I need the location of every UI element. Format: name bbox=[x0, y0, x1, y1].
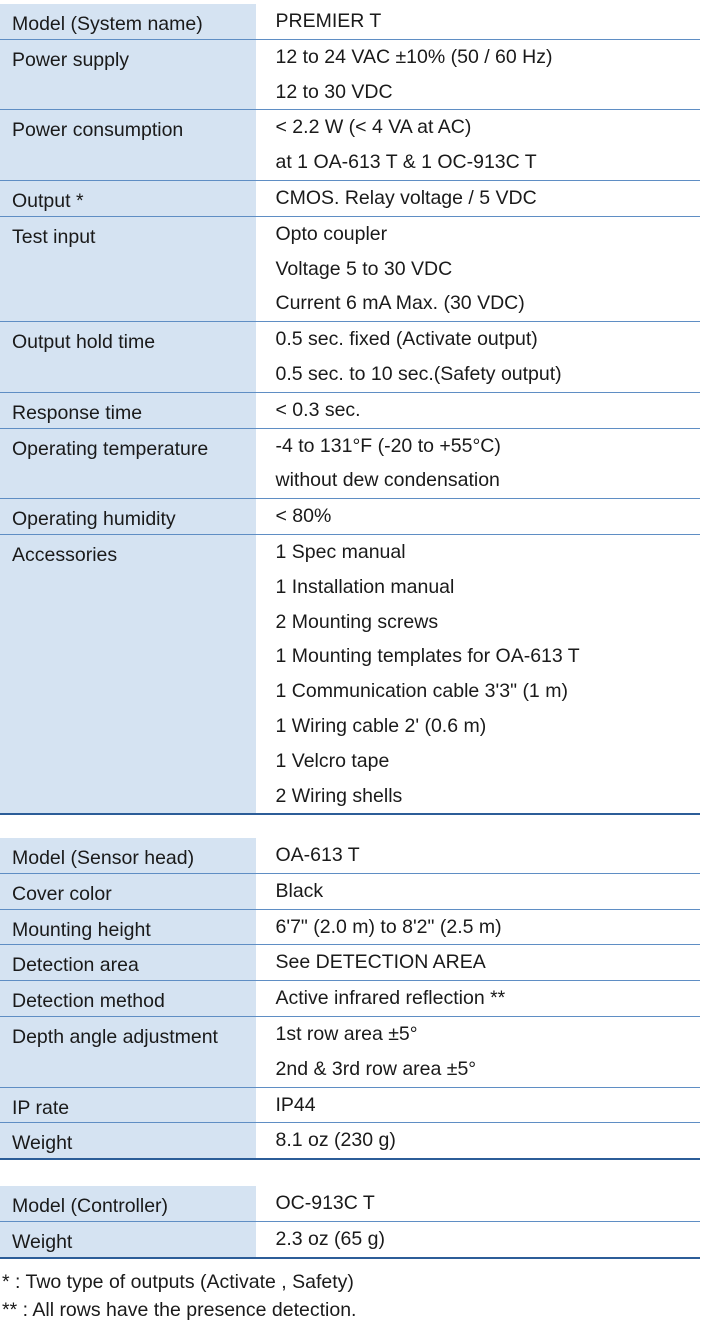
spec-label: Output hold time bbox=[0, 322, 256, 393]
spec-value-line: at 1 OA-613 T & 1 OC-913C T bbox=[275, 151, 537, 174]
table-row bbox=[0, 534, 700, 814]
spec-label: Output * bbox=[0, 180, 256, 216]
table-row bbox=[0, 1087, 700, 1123]
spec-value-line: 8.1 oz (230 g) bbox=[275, 1129, 396, 1152]
spec-value-line: 12 to 24 VAC ±10% (50 / 60 Hz) bbox=[275, 45, 553, 68]
table-row bbox=[0, 1016, 700, 1087]
spec-value bbox=[256, 981, 700, 1017]
controller-spec-table bbox=[0, 1186, 700, 1259]
spec-value-line: OA-613 T bbox=[275, 844, 360, 866]
spec-value-line: 1 Communication cable 3'3" (1 m) bbox=[275, 680, 568, 703]
spec-value-line: Current 6 mA Max. (30 VDC) bbox=[275, 292, 525, 315]
spec-value-line: PREMIER T bbox=[275, 10, 382, 32]
spec-label: Power supply bbox=[0, 39, 256, 110]
spec-value-line: 1 Velcro tape bbox=[275, 749, 390, 772]
spec-label: Weight bbox=[0, 1123, 256, 1159]
spec-value bbox=[256, 1016, 700, 1087]
table-row bbox=[0, 180, 700, 216]
table-row bbox=[0, 39, 700, 110]
spec-value-line: OC-913C T bbox=[275, 1192, 375, 1214]
table-row bbox=[0, 4, 700, 39]
table-row bbox=[0, 945, 700, 981]
spec-value-line: CMOS. Relay voltage / 5 VDC bbox=[275, 186, 537, 209]
spec-value bbox=[256, 945, 700, 981]
spec-value-line: 0.5 sec. fixed (Activate output) bbox=[275, 328, 538, 351]
spec-value-line: 12 to 30 VDC bbox=[275, 80, 393, 103]
spec-value bbox=[256, 216, 700, 321]
table-row bbox=[0, 428, 700, 499]
spec-value-line: -4 to 131°F (-20 to +55°C) bbox=[275, 434, 501, 457]
spec-value-line: IP44 bbox=[275, 1093, 316, 1116]
footnotes bbox=[2, 1268, 356, 1324]
spec-value bbox=[256, 1087, 700, 1123]
spec-value-line: 2.3 oz (65 g) bbox=[275, 1227, 385, 1250]
spec-value bbox=[256, 4, 700, 39]
spec-value-line: See DETECTION AREA bbox=[275, 951, 486, 974]
spec-value bbox=[256, 39, 700, 110]
spec-value bbox=[256, 392, 700, 428]
spec-label: Model (Controller) bbox=[0, 1186, 256, 1221]
spec-label: Detection method bbox=[0, 981, 256, 1017]
spec-label: Model (Sensor head) bbox=[0, 838, 256, 873]
spec-value-line: Opto coupler bbox=[275, 222, 388, 245]
table-row bbox=[0, 873, 700, 909]
spec-value bbox=[256, 110, 700, 181]
spec-label: IP rate bbox=[0, 1087, 256, 1123]
spec-value-line: Black bbox=[275, 879, 324, 902]
spec-value bbox=[256, 428, 700, 499]
spec-label: Detection area bbox=[0, 945, 256, 981]
spec-label: Power consumption bbox=[0, 110, 256, 181]
table-row bbox=[0, 1221, 700, 1257]
system-spec-table bbox=[0, 4, 700, 815]
spec-value bbox=[256, 1186, 700, 1221]
table-row bbox=[0, 1123, 700, 1159]
spec-value bbox=[256, 1123, 700, 1159]
spec-value-line: 2 Mounting screws bbox=[275, 610, 439, 633]
spec-label: Mounting height bbox=[0, 909, 256, 945]
spec-label: Test input bbox=[0, 216, 256, 321]
table-row bbox=[0, 909, 700, 945]
spec-label: Weight bbox=[0, 1221, 256, 1257]
spec-value bbox=[256, 499, 700, 535]
table-row bbox=[0, 322, 700, 393]
footnote-presence: ** : All rows have the presence detection. bbox=[2, 1299, 357, 1321]
spec-value-line: < 0.3 sec. bbox=[275, 398, 361, 421]
spec-value-line: < 80% bbox=[275, 505, 332, 528]
table-row bbox=[0, 392, 700, 428]
spec-value-line: 1 Mounting templates for OA-613 T bbox=[275, 645, 580, 668]
spec-label: Response time bbox=[0, 392, 256, 428]
spec-value-line: 2nd & 3rd row area ±5° bbox=[275, 1057, 477, 1080]
spec-value bbox=[256, 534, 700, 814]
spec-label: Accessories bbox=[0, 534, 256, 814]
table-row bbox=[0, 216, 700, 321]
spec-value-line: 1st row area ±5° bbox=[275, 1022, 418, 1045]
spec-label: Operating temperature bbox=[0, 428, 256, 499]
table-row bbox=[0, 981, 700, 1017]
spec-value-line: 2 Wiring shells bbox=[275, 784, 403, 807]
sensor-head-spec-table bbox=[0, 838, 700, 1160]
table-row bbox=[0, 838, 700, 873]
spec-value-line: Active infrared reflection ** bbox=[275, 987, 506, 1010]
spec-value bbox=[256, 1221, 700, 1257]
table-row bbox=[0, 110, 700, 181]
spec-label: Depth angle adjustment bbox=[0, 1016, 256, 1087]
spec-label: Operating humidity bbox=[0, 499, 256, 535]
spec-value bbox=[256, 180, 700, 216]
spec-value-line: < 2.2 W (< 4 VA at AC) bbox=[275, 116, 472, 139]
spec-label: Model (System name) bbox=[0, 4, 256, 39]
table-row bbox=[0, 499, 700, 535]
spec-value-line: 1 Spec manual bbox=[275, 540, 406, 563]
spec-value-line: without dew condensation bbox=[275, 469, 500, 492]
spec-value bbox=[256, 909, 700, 945]
spec-value-line: 1 Wiring cable 2' (0.6 m) bbox=[275, 714, 487, 737]
spec-value-line: 0.5 sec. to 10 sec.(Safety output) bbox=[275, 362, 562, 385]
spec-value bbox=[256, 873, 700, 909]
table-row bbox=[0, 1186, 700, 1221]
footnote-outputs: * : Two type of outputs (Activate , Safety) bbox=[2, 1271, 354, 1293]
spec-value-line: 6'7" (2.0 m) to 8'2" (2.5 m) bbox=[275, 915, 502, 938]
spec-value-line: Voltage 5 to 30 VDC bbox=[275, 257, 453, 280]
spec-value-line: 1 Installation manual bbox=[275, 575, 455, 598]
spec-label: Cover color bbox=[0, 873, 256, 909]
spec-value bbox=[256, 838, 700, 873]
spec-value bbox=[256, 322, 700, 393]
